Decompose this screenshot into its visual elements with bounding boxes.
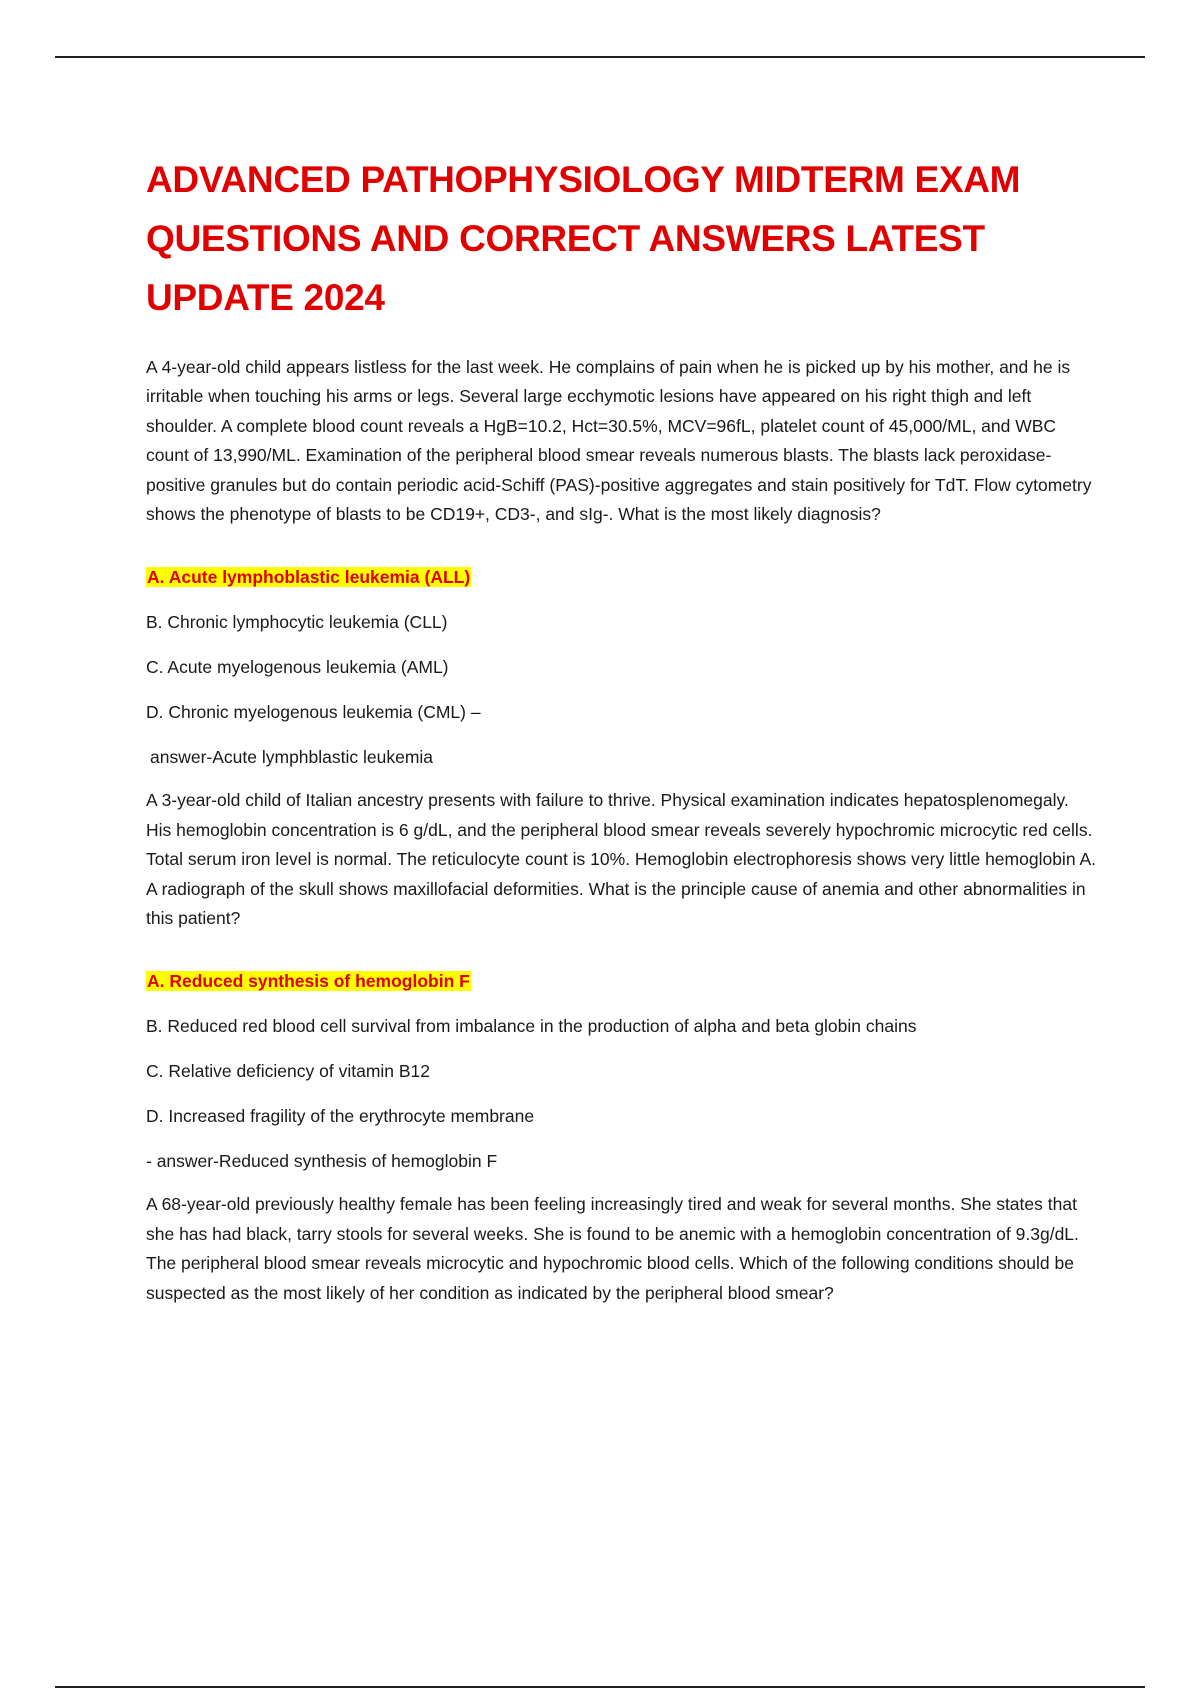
option-b: B. Reduced red blood cell survival from imbalance in the production of alpha and beta globin chains — [146, 1016, 917, 1037]
question-1 — [146, 353, 1096, 769]
option-c: C. Acute myelogenous leukemia (AML) — [146, 657, 449, 678]
option-a-correct — [146, 969, 1096, 993]
question-text: A 3-year-old child of Italian ancestry presents with failure to thrive. Physical examination indicates hepatosplenomegaly. His hemoglobin concentration is 6 g/dL, and the peripheral blood smear reveals severely hypochromic microcytic red cells. Total serum iron level is normal. The reticulocyte count is 10%. Hemoglobin electrophoresis shows very little hemoglobin A. A radiograph of the skull shows maxillofacial deformities. What is the principle cause of anemia and other abnormalities in this patient? — [146, 790, 1096, 929]
option-b: B. Chronic lymphocytic leukemia (CLL) — [146, 612, 448, 633]
title-line: UPDATE 2024 — [146, 277, 385, 318]
option-d: D. Increased fragility of the erythrocyte membrane — [146, 1106, 535, 1127]
option-a-correct — [146, 565, 1096, 589]
title-line: ADVANCED PATHOPHYSIOLOGY MIDTERM EXAM — [146, 159, 1021, 200]
title-line: QUESTIONS AND CORRECT ANSWERS LATEST — [146, 218, 985, 259]
header-rule — [55, 56, 1145, 58]
answer-line: answer-Acute lymphblastic leukemia — [150, 747, 434, 768]
highlighted-correct-answer: A. Reduced synthesis of hemoglobin F — [147, 971, 470, 992]
footer-rule — [55, 1686, 1145, 1688]
question-2 — [146, 786, 1096, 1173]
question-text: A 4-year-old child appears listless for the last week. He complains of pain when he is picked up by his mother, and he is irritable when touching his arms or legs. Several large ecchymotic lesions have appeared on his right thigh and left shoulder. A complete blood count reveals a HgB=10.2, Hct=30.5%, MCV=96fL, platelet count of 45,000/ML, and WBC count of 13,990/ML. Examination of the peripheral blood smear reveals numerous blasts. The blasts lack peroxidase-positive granules but do contain periodic acid-Schiff (PAS)-positive aggregates and stain positively for TdT. Flow cytometry shows the phenotype of blasts to be CD19+, CD3-, and sIg-. What is the most likely diagnosis? — [146, 357, 1092, 525]
document-title — [146, 150, 1096, 327]
answer-line: - answer-Reduced synthesis of hemoglobin F — [146, 1151, 498, 1172]
question-text: A 68-year-old previously healthy female has been feeling increasingly tired and weak for several months. She states that she has had black, tarry stools for several weeks. She is found to be anemic with a hemoglobin concentration of 9.3g/dL. The peripheral blood smear reveals microcytic and hypochromic blood cells. Which of the following conditions should be suspected as the most likely of her condition as indicated by the peripheral blood smear? — [146, 1194, 1079, 1303]
question-3 — [146, 1190, 1096, 1308]
answer-options — [146, 565, 1096, 724]
answer-options — [146, 969, 1096, 1128]
highlighted-correct-answer: A. Acute lymphoblastic leukemia (ALL) — [147, 567, 471, 588]
option-c: C. Relative deficiency of vitamin B12 — [146, 1061, 431, 1082]
document-body — [146, 150, 1096, 1308]
option-d: D. Chronic myelogenous leukemia (CML) – — [146, 702, 481, 723]
